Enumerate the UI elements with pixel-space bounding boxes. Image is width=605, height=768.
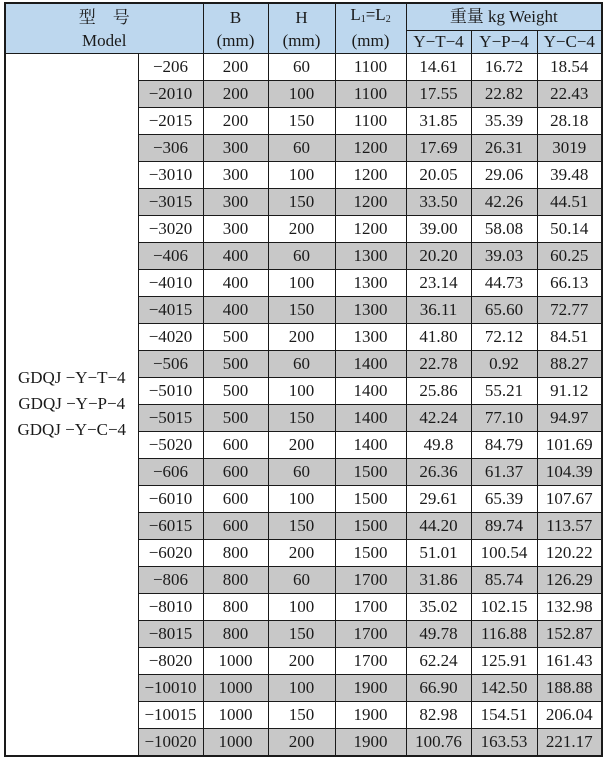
l-value: 1500 (335, 512, 406, 539)
b-value: 200 (203, 80, 268, 107)
b-value: 1000 (203, 728, 268, 756)
weight-t-value: 42.24 (406, 404, 471, 431)
weight-t-value: 31.86 (406, 566, 471, 593)
b-value: 800 (203, 539, 268, 566)
b-value: 300 (203, 188, 268, 215)
l-value: 1700 (335, 647, 406, 674)
weight-p-value: 116.88 (471, 620, 537, 647)
l-value: 1900 (335, 728, 406, 756)
weight-t-value: 20.20 (406, 242, 471, 269)
model-code: −506 (138, 350, 203, 377)
weight-p-value: 77.10 (471, 404, 537, 431)
h-value: 100 (268, 593, 335, 620)
l-value: 1300 (335, 269, 406, 296)
h-value: 60 (268, 242, 335, 269)
l-value: 1200 (335, 161, 406, 188)
l-value: 1100 (335, 107, 406, 134)
weight-t-value: 33.50 (406, 188, 471, 215)
h-value: 200 (268, 215, 335, 242)
header-h-unit: (mm) (268, 30, 335, 53)
weight-p-value: 84.79 (471, 431, 537, 458)
model-code: −5020 (138, 431, 203, 458)
model-code: −4020 (138, 323, 203, 350)
b-value: 600 (203, 512, 268, 539)
h-value: 60 (268, 134, 335, 161)
h-value: 200 (268, 728, 335, 756)
l-value: 1100 (335, 53, 406, 80)
weight-c-value: 94.97 (537, 404, 602, 431)
weight-p-value: 100.54 (471, 539, 537, 566)
l-value: 1700 (335, 593, 406, 620)
b-value: 500 (203, 323, 268, 350)
model-code: −5015 (138, 404, 203, 431)
l-value: 1300 (335, 296, 406, 323)
weight-c-value: 66.13 (537, 269, 602, 296)
l-value: 1500 (335, 458, 406, 485)
header-l-unit: (mm) (335, 30, 406, 53)
weight-p-value: 142.50 (471, 674, 537, 701)
weight-t-value: 36.11 (406, 296, 471, 323)
weight-p-value: 29.06 (471, 161, 537, 188)
weight-p-value: 65.60 (471, 296, 537, 323)
header-b: B (203, 3, 268, 30)
weight-p-value: 0.92 (471, 350, 537, 377)
weight-c-value: 50.14 (537, 215, 602, 242)
l-value: 1300 (335, 323, 406, 350)
header-l (335, 3, 406, 30)
weight-c-value: 44.51 (537, 188, 602, 215)
model-code: −3015 (138, 188, 203, 215)
weight-p-value: 72.12 (471, 323, 537, 350)
l-value: 1500 (335, 539, 406, 566)
l-value: 1300 (335, 242, 406, 269)
b-value: 600 (203, 485, 268, 512)
model-code: −6015 (138, 512, 203, 539)
model-code: −4010 (138, 269, 203, 296)
weight-c-value: 206.04 (537, 701, 602, 728)
weight-c-value: 18.54 (537, 53, 602, 80)
weight-c-value: 22.43 (537, 80, 602, 107)
header-weight-title: 重量 kg Weight (406, 3, 602, 30)
model-code: −6020 (138, 539, 203, 566)
weight-c-value: 72.77 (537, 296, 602, 323)
header-model-cn: 型 号 (5, 3, 203, 30)
model-code: −406 (138, 242, 203, 269)
model-code: −2010 (138, 80, 203, 107)
b-value: 500 (203, 350, 268, 377)
b-value: 400 (203, 269, 268, 296)
weight-c-value: 107.67 (537, 485, 602, 512)
h-value: 100 (268, 485, 335, 512)
h-value: 60 (268, 350, 335, 377)
weight-t-value: 20.05 (406, 161, 471, 188)
h-value: 100 (268, 269, 335, 296)
h-value: 200 (268, 431, 335, 458)
weight-c-value: 39.48 (537, 161, 602, 188)
header-weight-c: Y−C−4 (537, 30, 602, 53)
model-code: −3020 (138, 215, 203, 242)
weight-c-value: 120.22 (537, 539, 602, 566)
model-code: −8020 (138, 647, 203, 674)
header-weight-t: Y−T−4 (406, 30, 471, 53)
weight-t-value: 25.86 (406, 377, 471, 404)
h-value: 150 (268, 620, 335, 647)
b-value: 1000 (203, 674, 268, 701)
weight-c-value: 84.51 (537, 323, 602, 350)
l-value: 1900 (335, 674, 406, 701)
weight-t-value: 82.98 (406, 701, 471, 728)
weight-p-value: 125.91 (471, 647, 537, 674)
header-l-main: L (350, 5, 361, 24)
weight-c-value: 3019 (537, 134, 602, 161)
header-l-sub1: 1 (360, 14, 366, 25)
model-code: −10010 (138, 674, 203, 701)
weight-t-value: 44.20 (406, 512, 471, 539)
b-value: 300 (203, 161, 268, 188)
header-b-unit: (mm) (203, 30, 268, 53)
weight-c-value: 60.25 (537, 242, 602, 269)
l-value: 1500 (335, 485, 406, 512)
weight-c-value: 161.43 (537, 647, 602, 674)
weight-p-value: 16.72 (471, 53, 537, 80)
l-value: 1900 (335, 701, 406, 728)
l-value: 1700 (335, 620, 406, 647)
weight-p-value: 26.31 (471, 134, 537, 161)
weight-p-value: 65.39 (471, 485, 537, 512)
h-value: 150 (268, 107, 335, 134)
weight-t-value: 26.36 (406, 458, 471, 485)
weight-t-value: 100.76 (406, 728, 471, 756)
weight-c-value: 221.17 (537, 728, 602, 756)
weight-p-value: 154.51 (471, 701, 537, 728)
weight-t-value: 35.02 (406, 593, 471, 620)
model-code: −8010 (138, 593, 203, 620)
header-model-en: Model (5, 30, 203, 53)
model-code: −206 (138, 53, 203, 80)
l-value: 1200 (335, 188, 406, 215)
model-code: −10020 (138, 728, 203, 756)
weight-c-value: 152.87 (537, 620, 602, 647)
h-value: 150 (268, 404, 335, 431)
b-value: 300 (203, 215, 268, 242)
weight-p-value: 61.37 (471, 458, 537, 485)
weight-t-value: 66.90 (406, 674, 471, 701)
l-value: 1400 (335, 350, 406, 377)
weight-p-value: 102.15 (471, 593, 537, 620)
weight-c-value: 104.39 (537, 458, 602, 485)
model-series-name: GDQJ −Y−P−4 (18, 394, 126, 413)
l-value: 1200 (335, 134, 406, 161)
weight-c-value: 88.27 (537, 350, 602, 377)
weight-t-value: 29.61 (406, 485, 471, 512)
model-code: −4015 (138, 296, 203, 323)
h-value: 60 (268, 458, 335, 485)
header-l-sub2: 2 (385, 14, 391, 25)
header-h: H (268, 3, 335, 30)
weight-c-value: 101.69 (537, 431, 602, 458)
h-value: 150 (268, 188, 335, 215)
model-code: −6010 (138, 485, 203, 512)
b-value: 800 (203, 620, 268, 647)
weight-c-value: 91.12 (537, 377, 602, 404)
b-value: 800 (203, 593, 268, 620)
weight-t-value: 41.80 (406, 323, 471, 350)
h-value: 100 (268, 80, 335, 107)
spec-table-wrapper (4, 2, 603, 757)
b-value: 400 (203, 296, 268, 323)
model-code: −606 (138, 458, 203, 485)
weight-c-value: 28.18 (537, 107, 602, 134)
h-value: 60 (268, 53, 335, 80)
model-code: −306 (138, 134, 203, 161)
weight-p-value: 89.74 (471, 512, 537, 539)
weight-p-value: 44.73 (471, 269, 537, 296)
header-weight-p: Y−P−4 (471, 30, 537, 53)
weight-p-value: 85.74 (471, 566, 537, 593)
l-value: 1400 (335, 404, 406, 431)
weight-p-value: 163.53 (471, 728, 537, 756)
h-value: 100 (268, 674, 335, 701)
weight-spec-table (4, 2, 603, 757)
b-value: 1000 (203, 647, 268, 674)
weight-c-value: 132.98 (537, 593, 602, 620)
model-code: −8015 (138, 620, 203, 647)
h-value: 100 (268, 161, 335, 188)
weight-t-value: 17.55 (406, 80, 471, 107)
h-value: 200 (268, 323, 335, 350)
model-code: −2015 (138, 107, 203, 134)
model-series-name: GDQJ −Y−C−4 (17, 420, 127, 439)
weight-p-value: 35.39 (471, 107, 537, 134)
model-code: −5010 (138, 377, 203, 404)
b-value: 600 (203, 458, 268, 485)
b-value: 300 (203, 134, 268, 161)
weight-t-value: 62.24 (406, 647, 471, 674)
model-series-name: GDQJ −Y−T−4 (17, 368, 126, 387)
weight-t-value: 17.69 (406, 134, 471, 161)
table-header (5, 3, 602, 53)
b-value: 800 (203, 566, 268, 593)
weight-t-value: 49.78 (406, 620, 471, 647)
weight-t-value: 51.01 (406, 539, 471, 566)
model-series-cell (5, 53, 138, 756)
h-value: 150 (268, 512, 335, 539)
b-value: 500 (203, 404, 268, 431)
table-body (5, 53, 602, 756)
weight-t-value: 23.14 (406, 269, 471, 296)
weight-t-value: 39.00 (406, 215, 471, 242)
header-l-eq: =L (365, 5, 386, 24)
weight-t-value: 22.78 (406, 350, 471, 377)
b-value: 500 (203, 377, 268, 404)
weight-c-value: 126.29 (537, 566, 602, 593)
weight-p-value: 55.21 (471, 377, 537, 404)
h-value: 60 (268, 566, 335, 593)
h-value: 100 (268, 377, 335, 404)
model-code: −10015 (138, 701, 203, 728)
l-value: 1400 (335, 431, 406, 458)
h-value: 200 (268, 539, 335, 566)
table-row (5, 53, 602, 80)
weight-t-value: 14.61 (406, 53, 471, 80)
l-value: 1700 (335, 566, 406, 593)
weight-p-value: 39.03 (471, 242, 537, 269)
h-value: 150 (268, 701, 335, 728)
weight-p-value: 42.26 (471, 188, 537, 215)
b-value: 600 (203, 431, 268, 458)
h-value: 150 (268, 296, 335, 323)
weight-t-value: 31.85 (406, 107, 471, 134)
weight-t-value: 49.8 (406, 431, 471, 458)
model-code: −3010 (138, 161, 203, 188)
weight-c-value: 188.88 (537, 674, 602, 701)
weight-p-value: 58.08 (471, 215, 537, 242)
model-code: −806 (138, 566, 203, 593)
b-value: 200 (203, 107, 268, 134)
b-value: 200 (203, 53, 268, 80)
l-value: 1200 (335, 215, 406, 242)
l-value: 1400 (335, 377, 406, 404)
b-value: 400 (203, 242, 268, 269)
weight-c-value: 113.57 (537, 512, 602, 539)
l-value: 1100 (335, 80, 406, 107)
b-value: 1000 (203, 701, 268, 728)
h-value: 200 (268, 647, 335, 674)
weight-p-value: 22.82 (471, 80, 537, 107)
